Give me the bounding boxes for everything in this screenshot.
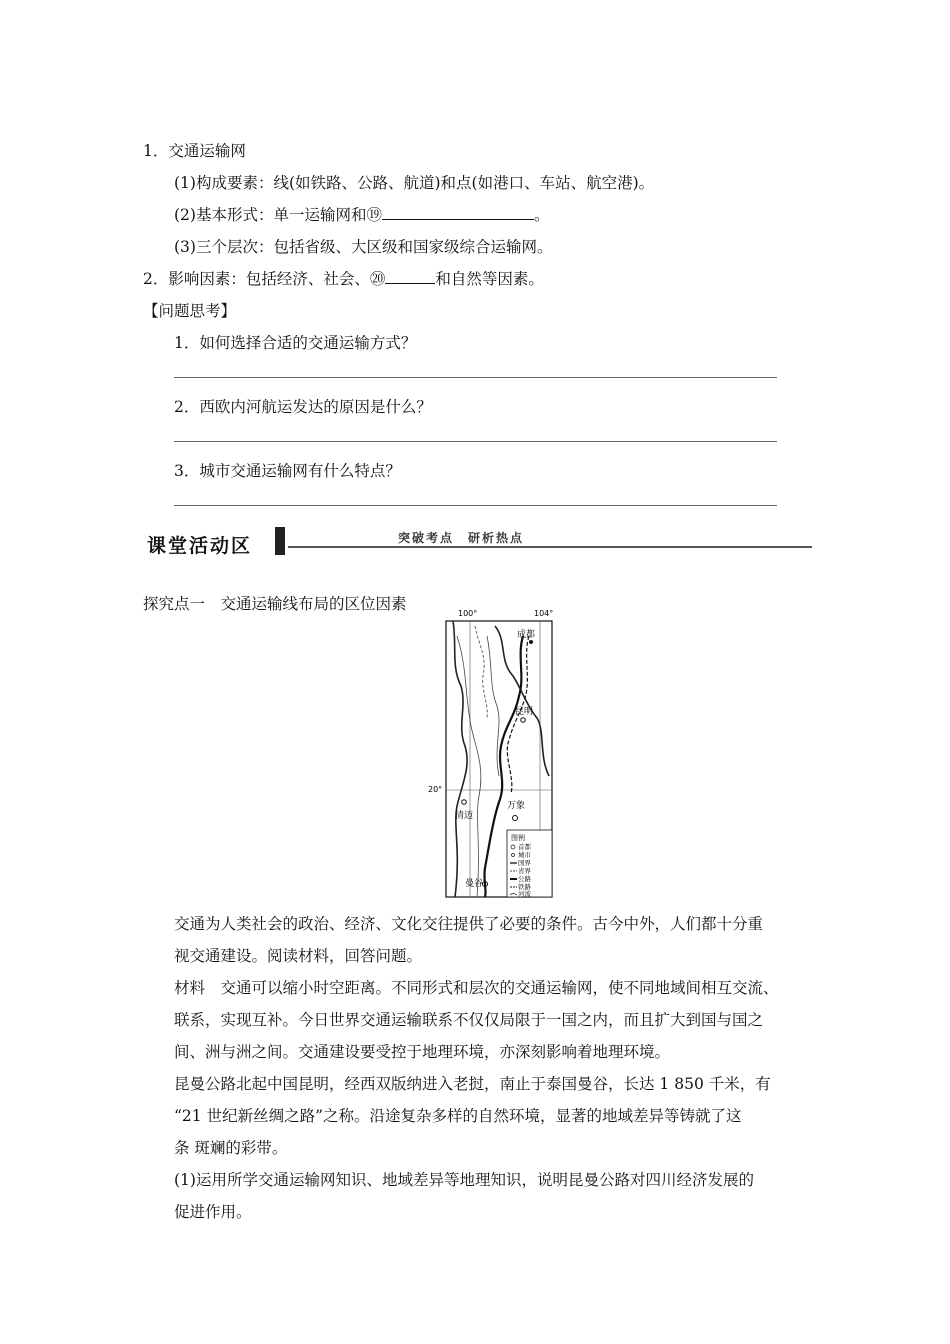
map-city-chengdu-marker bbox=[529, 640, 533, 644]
map-city-vientiane: 万象 bbox=[507, 801, 526, 811]
map-city-bangkok: 曼谷 bbox=[465, 879, 484, 889]
kunming-bangkok-map bbox=[427, 606, 567, 898]
fill-blank-20[interactable] bbox=[385, 269, 435, 284]
intro-line-2: 视交通建设。阅读材料，回答问题。 bbox=[174, 947, 423, 965]
map-legend-railway: 铁路 bbox=[518, 883, 531, 891]
map-lon-100: 100° bbox=[458, 609, 478, 618]
item-factors-end: 和自然等因素。 bbox=[435, 270, 544, 288]
kunman-line-2: “21 世纪新丝绸之路”之称。沿途复杂多样的自然环境，显著的地域差异等铸就了这 bbox=[174, 1107, 742, 1125]
sub-components: (1)构成要素：线(如铁路、公路、航道)和点(如港口、车站、航空港)。 bbox=[174, 174, 655, 192]
fill-blank-19[interactable] bbox=[382, 205, 534, 220]
map-legend-highway: 公路 bbox=[518, 875, 531, 883]
item-transport-network: 1．交通运输网 bbox=[143, 142, 246, 160]
map-legend-national-border: 国界 bbox=[518, 859, 531, 867]
section-banner-title: 课堂活动区 bbox=[147, 535, 253, 557]
material-line-1: 材料 交通可以缩小时空距离。不同形式和层次的交通运输网，使不同地域间相互交流、 bbox=[174, 979, 779, 997]
map-legend-river: 河流 bbox=[518, 890, 531, 898]
answer-line-1[interactable] bbox=[174, 377, 777, 378]
sub-basic-form-text: (2)基本形式：单一运输网和⑲ bbox=[174, 206, 382, 224]
item-factors-text: 2．影响因素：包括经济、社会、⑳ bbox=[143, 270, 386, 288]
map-legend-capital: 首都 bbox=[518, 843, 531, 851]
map-lon-104: 104° bbox=[534, 609, 554, 618]
section-banner-subtitle: 突破考点 研析热点 bbox=[398, 531, 525, 545]
question-3: 3．城市交通运输网有什么特点？ bbox=[174, 462, 401, 480]
kunman-line-3: 条 斑斓的彩带。 bbox=[174, 1139, 288, 1157]
map-lat-20: 20° bbox=[428, 785, 443, 794]
sub-levels: (3)三个层次：包括省级、大区级和国家级综合运输网。 bbox=[174, 238, 553, 256]
task-question-line-1: (1)运用所学交通运输网知识、地域差异等地理知识，说明昆曼公路对四川经济发展的 bbox=[174, 1171, 754, 1189]
sub-basic-form bbox=[174, 203, 549, 225]
explore-heading: 探究点一 交通运输线布局的区位因素 bbox=[143, 595, 407, 613]
banner-rule bbox=[288, 546, 812, 548]
sub-basic-form-end: 。 bbox=[533, 206, 550, 224]
answer-line-2[interactable] bbox=[174, 441, 777, 442]
map-legend-city: 城市 bbox=[518, 851, 531, 859]
map-city-chengdu: 成都 bbox=[517, 630, 536, 640]
task-question-line-2: 促进作用。 bbox=[174, 1203, 252, 1221]
thinking-heading: 【问题思考】 bbox=[143, 302, 237, 320]
map-city-chiangmai: 清迈 bbox=[455, 811, 474, 821]
question-1: 1．如何选择合适的交通运输方式？ bbox=[174, 334, 417, 352]
map-city-kunming: 昆明 bbox=[515, 707, 534, 717]
banner-divider bbox=[275, 527, 285, 555]
material-line-2: 联系，实现互补。今日世界交通运输联系不仅仅局限于一国之内，而且扩大到国与国之 bbox=[174, 1011, 764, 1029]
intro-line-1: 交通为人类社会的政治、经济、文化交往提供了必要的条件。古今中外，人们都十分重 bbox=[174, 915, 764, 933]
map-legend-provincial-border: 省界 bbox=[518, 867, 531, 875]
question-2: 2．西欧内河航运发达的原因是什么？ bbox=[174, 398, 432, 416]
kunman-line-1: 昆曼公路北起中国昆明，经西双版纳进入老挝，南止于泰国曼谷，长达 1 850 千米，有 bbox=[174, 1075, 771, 1093]
item-factors bbox=[143, 267, 544, 289]
answer-line-3[interactable] bbox=[174, 505, 777, 506]
material-line-3: 间、洲与洲之间。交通建设要受控于地理环境，亦深刻影响着地理环境。 bbox=[174, 1043, 671, 1061]
map-legend-title: 图例 bbox=[511, 834, 525, 842]
